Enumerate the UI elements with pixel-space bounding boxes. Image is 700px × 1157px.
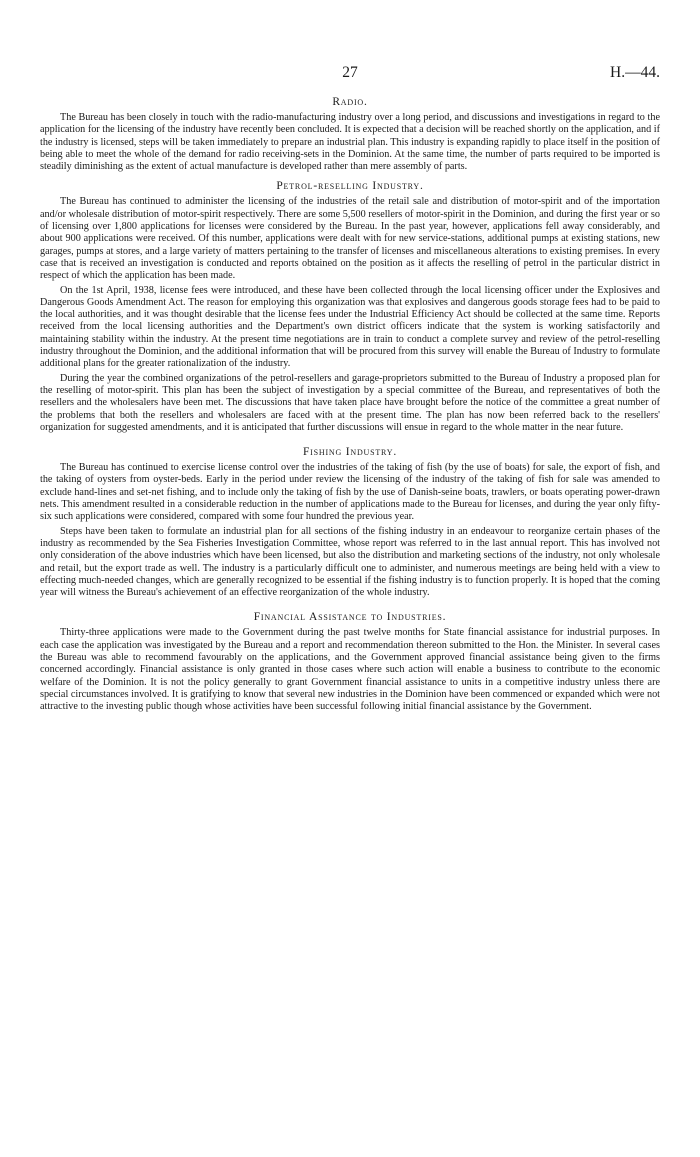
paragraph: The Bureau has been closely in touch with the radio-manufacturing industry over a long period, and discussions and investigations in regard to the application for the licensing of the industry have recently been concluded. It is expected that a decision will be reached shortly on the application, and if the industry is licensed, steps will be taken immediately to prepare an industrial plan. This industry is expanding rapidly to place itself in the position of being able to meet the whole of the demand for radio receiving-sets in the Dominion. At the same time, the number of parts required to be imported is steadily diminishing as the extent of actual manufacture is developed rather than mere assembly of parts. [40,112,660,173]
section-heading: Petrol-reselling Industry. [276,180,424,193]
page-header [40,64,660,86]
paragraph: Thirty-three applications were made to the Government during the past twelve months for State financial assistance for industrial purposes. In each case the application was investigated by the Bureau and a report and recommendation thereon submitted to the Hon. the Minister. In several cases the Bureau was able to recommend favourably on the applications, and the Government approved financial assistance being given to the firms concerned accordingly. Financial assistance is only granted in those cases where such action will enable a business to contribute to the economic welfare of the Dominion. It is not the policy generally to grant Government financial assistance to units in a competitive industry unless there are special circumstances involved. It is gratifying to know that several new industries in the Dominion have been commenced or expanded which were not attractive to the investing public though whose activities have been successful following initial financial assistance by the Government. [40,627,660,713]
paragraph: On the 1st April, 1938, license fees were introduced, and these have been collected through the local licensing officer under the Explosives and Dangerous Goods Amendment Act. The reason for employing this organization was that explosives and dangerous goods storage fees had to be paid to the local authorities, and it was thought desirable that the license fees under the Industrial Efficiency Act should be collected at the same time. Reports received from the local licensing authorities and the Department's own district officers indicate that the system is working satisfactorily and maintaining stability within the industry. At the present time negotiations are in train to conduct a complete survey and review of the petrol-reselling industry throughout the Dominion, and the additional information that will be procured from this survey will enable the Bureau of Industry to formulate additional plans for the greater rationalization of the industry. [40,284,660,370]
section-fishing [40,446,660,599]
section-heading: Fishing Industry. [302,446,398,459]
page-content [40,96,660,720]
paragraph: The Bureau has continued to exercise license control over the industries of the taking of fish (by the use of boats) for sale, the export of fish, and the taking of oysters from oyster-beds. Early in the period under review the licensing of the industry of the taking of fish for sale was amended to exclude hand-lines and set-net fishing, and to include only the taking of fish by the use of Danish-seine boats, trawlers, or boats operating power-drawn nets. This amendment resulted in a considerable reduction in the number of applications made to the Bureau for licenses, and during the year only fifty-six such applications were considered, compared with some four hundred the previous year. [40,462,660,523]
document-reference: H.—44. [610,64,660,81]
paragraph: Steps have been taken to formulate an industrial plan for all sections of the fishing industry in an endeavour to reorganize certain phases of the industry as recommended by the Sea Fisheries Investigation Committee, whose report was referred to in the last annual report. This has involved not only consideration of the above industries which have been licensed, but also the distribution and marketing sections of the industry, not only wholesale and retail, but the export trade as well. The industry is a particularly difficult one to administer, and numerous meetings are being held with a view to effecting much-needed changes, which are generally recognized to be essential if the fishing industry is to function properly. It is hoped that the coming year will witness the Bureau's achievement of an effective reorganization of the whole industry. [40,525,660,599]
page-number: 27 [342,64,358,81]
section-heading: Radio. [332,96,368,108]
section-radio [40,96,660,173]
paragraph: The Bureau has continued to administer the licensing of the industries of the retail sale and distribution of motor-spirit and of the importation and/or wholesale distribution of motor-spirit respectively. There are some 5,500 resellers of motor-spirit in the Dominion, and during the first year or so of licensing over 1,800 applications for licenses were considered by the Bureau. In the past year, however, applications fell away considerably, and about 900 applications were received. Of this number, applications were dealt with for new service-stations, additional pumps at existing stations, new garages, pumps at stores, and a large variety of matters pertaining to the transfer of licenses and miscellaneous alterations to existing premises. In every case that is received an investigation is conducted and reports obtained on the position as it affects the reselling of petrol in the particular district in respect of which the application has been made. [40,196,660,282]
section-financial-assistance [40,611,660,713]
section-heading: Financial Assistance to Industries. [253,611,447,624]
paragraph: During the year the combined organizations of the petrol-resellers and garage-proprietors submitted to the Bureau of Industry a proposed plan for the reselling of motor-spirit. This plan has been the subject of investigation by a special committee of the Bureau, and representatives of both the resellers and the wholesalers have been met. The discussions that have taken place have brought before the notice of the committee a great number of the problems that both the resellers and wholesalers are faced with at the present time. The plan has now been referred back to the resellers' organization for suggested amendments, and it is anticipated that further discussions will ensue in regard to the whole matter in the near future. [40,372,660,433]
section-petrol-reselling [40,180,660,434]
